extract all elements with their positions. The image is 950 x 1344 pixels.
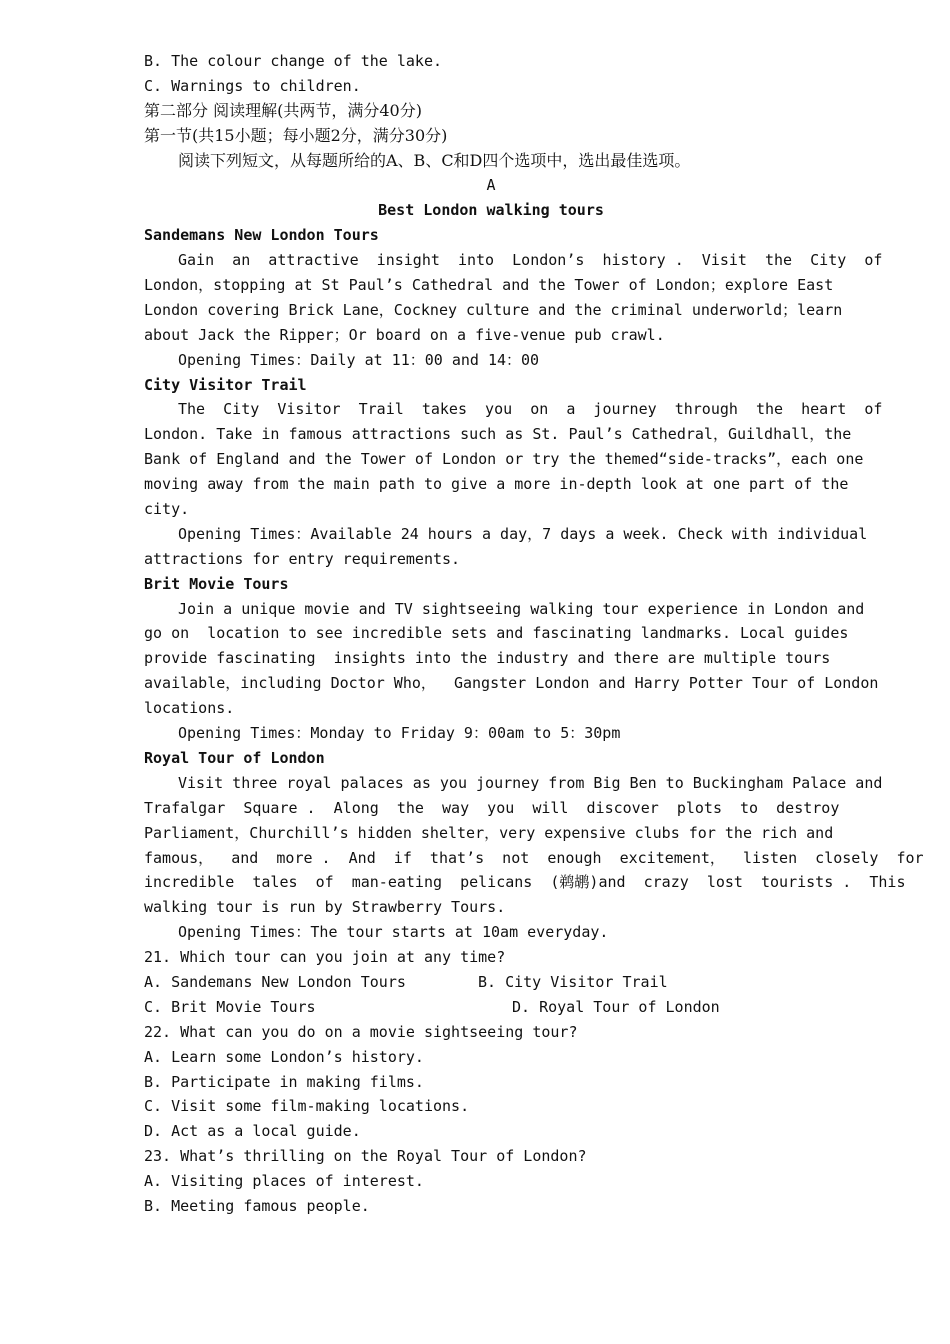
tour-name: City Visitor Trail (144, 375, 307, 394)
tour-text-line: Bank of England and the Tower of London or try the themed“side-tracks”，each one (144, 450, 864, 469)
tour-name: Brit Movie Tours (144, 574, 289, 593)
tour-text-line: Parliament，Churchill’s hidden shelter，very expensive clubs for the rich and (144, 823, 834, 842)
tour-text-line: about Jack the Ripper；Or board on a five-venue pub crawl. (144, 325, 665, 344)
subsection-heading: 第一节(共15小题；每小题2分，满分30分) (144, 125, 448, 145)
tour-text-line: Trafalgar Square . Along the way you will discover plots to destroy (144, 798, 840, 817)
tour-text-line: walking tour is run by Strawberry Tours. (144, 898, 506, 917)
option-b: B. City Visitor Trail (478, 972, 668, 991)
tour-text-line: moving away from the main path to give a more in-depth look at one part of the (144, 475, 849, 494)
tour-text-line: provide fascinating insights into the industry and there are multiple tours (144, 649, 831, 668)
tour-text-line: Join a unique movie and TV sightseeing walking tour experience in London and (178, 599, 865, 618)
tour-text-line: city. (144, 500, 190, 519)
option-c: C. Brit Movie Tours (144, 997, 316, 1016)
option-a: A. Learn some London’s history. (144, 1047, 424, 1066)
options-row (144, 995, 838, 1020)
tour-name: Sandemans New London Tours (144, 226, 379, 245)
tour-text-line: The City Visitor Trail takes you on a journey through the heart of (178, 400, 883, 419)
option-b: B. Participate in making films. (144, 1072, 424, 1091)
tour-text-line: London，stopping at St Paul’s Cathedral and the Tower of London；explore East (144, 276, 834, 295)
question-stem: 23. What’s thrilling on the Royal Tour of London? (144, 1147, 587, 1166)
tour-text-line: London. Take in famous attractions such as St. Paul’s Cathedral，Guildhall，the (144, 425, 852, 444)
passage-letter: A (486, 176, 496, 195)
passage-title: Best London walking tours (378, 201, 604, 220)
tour-text-line: London covering Brick Lane，Cockney culture and the criminal underworld；learn (144, 300, 843, 319)
section-heading: 第二部分 阅读理解(共两节，满分40分) (144, 100, 422, 120)
tour-text-line: available，including Doctor Who， Gangster London and Harry Potter Tour of London (144, 674, 879, 693)
tour-text-line: go on location to see incredible sets and fascinating landmarks. Local guides (144, 624, 849, 643)
option-b: B. Meeting famous people. (144, 1196, 370, 1215)
tour-name: Royal Tour of London (144, 748, 325, 767)
tour-text-line: famous， and more . And if that’s not enough excitement， listen closely for (144, 848, 924, 867)
tour-text-line: Visit three royal palaces as you journey from Big Ben to Buckingham Palace and (178, 773, 883, 792)
tour-text-line: locations. (144, 699, 235, 718)
option-a: A. Visiting places of interest. (144, 1172, 424, 1191)
question-stem: 22. What can you do on a movie sightseeing tour? (144, 1022, 578, 1041)
option-d: D. Act as a local guide. (144, 1122, 361, 1141)
opening-times: Opening Times：Monday to Friday 9：00am to 5：30pm (178, 724, 621, 743)
document-page (144, 49, 924, 1219)
option-a: A. Sandemans New London Tours (144, 972, 406, 991)
question-stem: 21. Which tour can you join at any time? (144, 948, 506, 967)
opening-times-cont: attractions for entry requirements. (144, 549, 461, 568)
tour-text-line: incredible tales of man-eating pelicans (鹈鹕)and crazy lost tourists . This (144, 873, 906, 892)
option-c: C. Visit some film-making locations. (144, 1097, 470, 1116)
opening-times: Opening Times：The tour starts at 10am everyday. (178, 923, 609, 942)
option-d: D. Royal Tour of London (512, 997, 720, 1016)
tour-text-line: Gain an attractive insight into London’s history . Visit the City of (178, 251, 883, 270)
options-row (144, 970, 838, 995)
opening-times: Opening Times：Daily at 11：00 and 14：00 (178, 350, 540, 369)
instruction: 阅读下列短文，从每题所给的A、B、C和D四个选项中，选出最佳选项。 (178, 150, 691, 170)
option-line: B. The colour change of the lake. (144, 52, 443, 70)
option-line: C. Warnings to children. (144, 76, 361, 95)
opening-times: Opening Times：Available 24 hours a day，7 days a week. Check with individual (178, 524, 868, 543)
